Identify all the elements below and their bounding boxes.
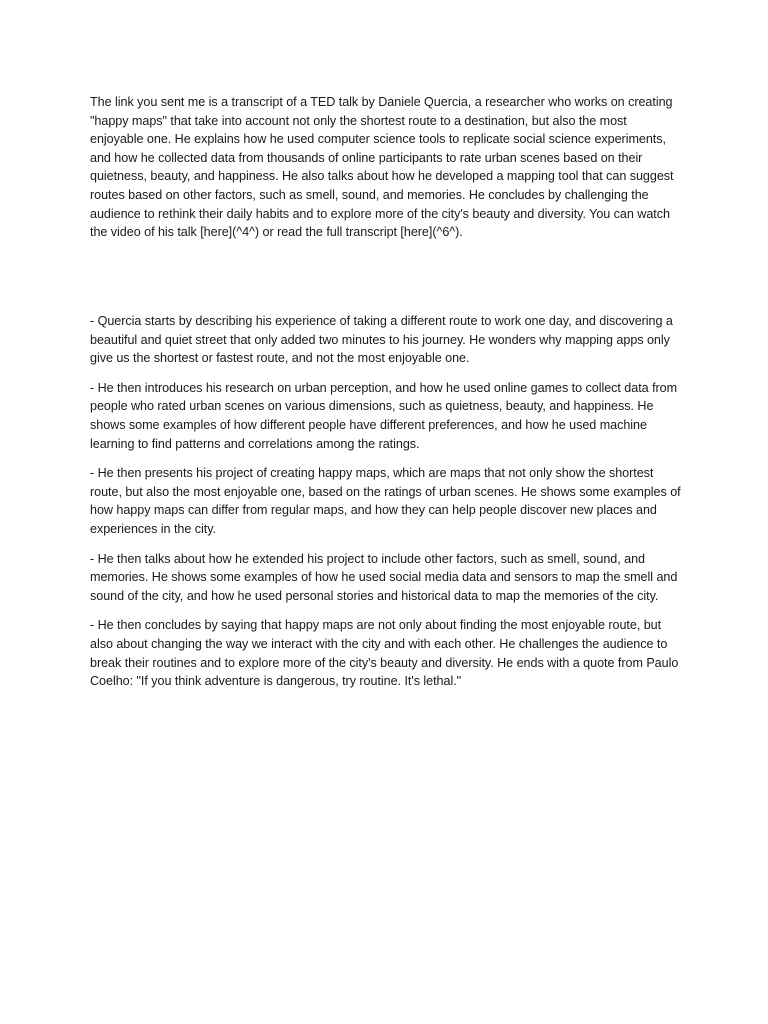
summary-point-4: - He then talks about how he extended his project to include other factors, such as smell, sound, and memories. He shows some examples of how he used social media data and sensors to map the smell and sound of the city, and how he used personal stories and historical data to map the memories of the city. xyxy=(90,551,678,603)
intro-paragraph: The link you sent me is a transcript of a TED talk by Daniele Quercia, a researcher who works on creating "happy maps" that take into account not only the shortest route to a destination, but also the most enjoyable one. He explains how he used computer science tools to replicate social science experiments, and how he collected data from thousands of online participants to rate urban scenes based on their quietness, beauty, and happiness. He also talks about how he developed a mapping tool that can suggest routes based on other factors, such as smell, sound, and memories. He concludes by challenging the audience to rethink their daily habits and to explore more of the city's beauty and diversity. You can watch the video of his talk [here](^4^) or read the full transcript [here](^6^). xyxy=(90,95,674,240)
summary-point-2: - He then introduces his research on urban perception, and how he used online games to collect data from people who rated urban scenes on various dimensions, such as quietness, beauty, and happiness. He shows some examples of how different people have different preferences, and how he used machine learning to find patterns and correlations among the ratings. xyxy=(90,380,678,451)
summary-point-3: - He then presents his project of creating happy maps, which are maps that not only show the shortest route, but also the most enjoyable one, based on the ratings of urban scenes. He shows some examples of how happy maps can differ from regular maps, and how they can help people discover new places and experiences in the city. xyxy=(90,466,681,536)
intro-section xyxy=(90,93,682,242)
summary-point-1: - Quercia starts by describing his experience of taking a different route to work one day, and discovering a beautiful and quiet street that only added two minutes to his journey. He wonders why mapping apps only give us the shortest or fastest route, and not the most enjoyable one. xyxy=(90,314,673,366)
summary-point-5: - He then concludes by saying that happy maps are not only about finding the most enjoyable route, but also about changing the way we interact with the city and with each other. He challenges the audience to break their routines and to explore more of the city's beauty and diversity. He ends with a quote from Paulo Coelho: "If you think adventure is dangerous, try routine. It's lethal." xyxy=(90,618,679,689)
summary-section xyxy=(90,312,682,702)
